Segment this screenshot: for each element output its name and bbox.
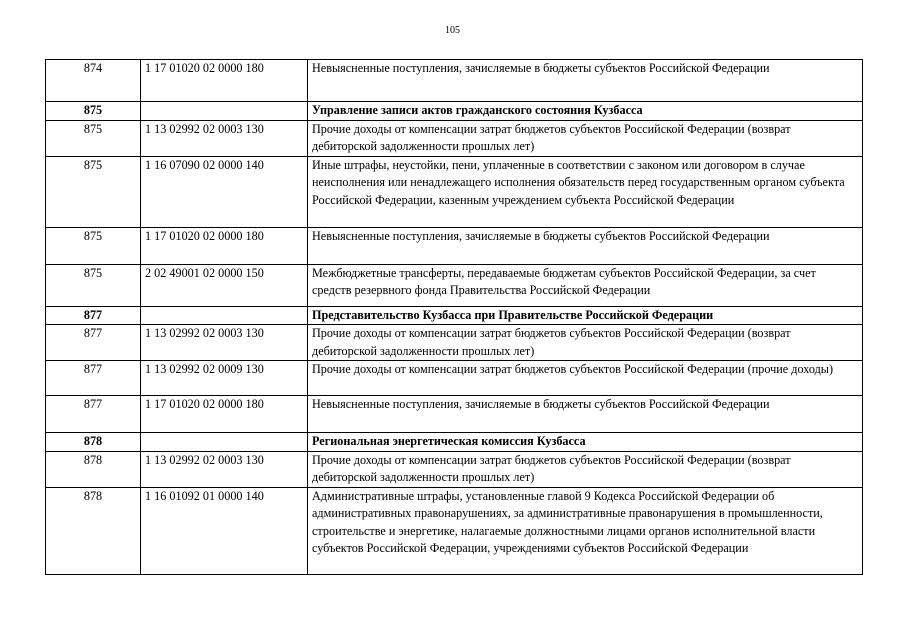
budget-classification-code-cell: 1 16 01092 01 0000 140	[141, 487, 308, 574]
revenue-description-cell: Прочие доходы от компенсации затрат бюджетов субъектов Российской Федерации (возврат дебиторской задолженности прошлых лет)	[308, 451, 863, 487]
revenue-description-cell: Межбюджетные трансферты, передаваемые бюджетам субъектов Российской Федерации, за счет средств резервного фонда Правительства Российской Федерации	[308, 264, 863, 306]
page-number: 105	[445, 25, 460, 36]
admin-code-cell: 877	[46, 361, 141, 396]
budget-classification-code-cell	[141, 306, 308, 325]
budget-classification-code-cell: 1 17 01020 02 0000 180	[141, 396, 308, 433]
revenue-description-cell: Прочие доходы от компенсации затрат бюджетов субъектов Российской Федерации (прочие доходы)	[308, 361, 863, 396]
budget-classification-code-cell: 1 16 07090 02 0000 140	[141, 156, 308, 227]
admin-code-cell: 878	[46, 487, 141, 574]
table-row	[46, 396, 863, 433]
table-row	[46, 60, 863, 102]
revenue-description-cell: Управление записи актов гражданского состояния Кузбасса	[308, 102, 863, 121]
revenue-description-cell: Административные штрафы, установленные главой 9 Кодекса Российской Федерации об административных правонарушениях, за административные правонарушения в промышленности, строительстве и энергетике, налагаемые должностными лицами органов исполнительной власти субъектов Российской Федерации, учреждениями субъектов Российской Федерации	[308, 487, 863, 574]
budget-classification-code-cell: 1 13 02992 02 0003 130	[141, 451, 308, 487]
admin-code-cell: 877	[46, 396, 141, 433]
admin-code-cell: 878	[46, 451, 141, 487]
admin-code-cell: 877	[46, 325, 141, 361]
table-body	[46, 60, 863, 575]
revenue-description-cell: Региональная энергетическая комиссия Кузбасса	[308, 433, 863, 452]
admin-code-cell: 875	[46, 102, 141, 121]
admin-code-cell: 875	[46, 156, 141, 227]
revenue-description-cell: Представительство Кузбасса при Правительстве Российской Федерации	[308, 306, 863, 325]
admin-code-cell: 878	[46, 433, 141, 452]
admin-code-cell: 875	[46, 264, 141, 306]
table-row	[46, 120, 863, 156]
revenue-description-cell: Невыясненные поступления, зачисляемые в бюджеты субъектов Российской Федерации	[308, 60, 863, 102]
section-header-row	[46, 433, 863, 452]
section-header-row	[46, 306, 863, 325]
admin-code-cell: 874	[46, 60, 141, 102]
table-row	[46, 451, 863, 487]
budget-classification-code-cell: 1 13 02992 02 0003 130	[141, 325, 308, 361]
table-row	[46, 361, 863, 396]
budget-classification-code-cell: 1 13 02992 02 0009 130	[141, 361, 308, 396]
admin-code-cell: 875	[46, 227, 141, 264]
table-row	[46, 264, 863, 306]
budget-classification-code-cell	[141, 433, 308, 452]
admin-code-cell: 877	[46, 306, 141, 325]
revenue-description-cell: Невыясненные поступления, зачисляемые в бюджеты субъектов Российской Федерации	[308, 227, 863, 264]
budget-classification-code-cell: 1 17 01020 02 0000 180	[141, 60, 308, 102]
budget-classification-code-cell: 2 02 49001 02 0000 150	[141, 264, 308, 306]
table-row	[46, 156, 863, 227]
section-header-row	[46, 102, 863, 121]
admin-code-cell: 875	[46, 120, 141, 156]
budget-classification-code-cell: 1 13 02992 02 0003 130	[141, 120, 308, 156]
table-row	[46, 325, 863, 361]
budget-classification-code-cell: 1 17 01020 02 0000 180	[141, 227, 308, 264]
table-row	[46, 487, 863, 574]
revenue-description-cell: Прочие доходы от компенсации затрат бюджетов субъектов Российской Федерации (возврат дебиторской задолженности прошлых лет)	[308, 120, 863, 156]
revenue-codes-table	[45, 59, 863, 575]
revenue-description-cell: Невыясненные поступления, зачисляемые в бюджеты субъектов Российской Федерации	[308, 396, 863, 433]
budget-classification-code-cell	[141, 102, 308, 121]
revenue-description-cell: Иные штрафы, неустойки, пени, уплаченные в соответствии с законом или договором в случае неисполнения или ненадлежащего исполнения обязательств перед государственным органом субъекта Российской Федерации, казенным учреждением субъекта Российской Федерации	[308, 156, 863, 227]
table-row	[46, 227, 863, 264]
revenue-description-cell: Прочие доходы от компенсации затрат бюджетов субъектов Российской Федерации (возврат дебиторской задолженности прошлых лет)	[308, 325, 863, 361]
